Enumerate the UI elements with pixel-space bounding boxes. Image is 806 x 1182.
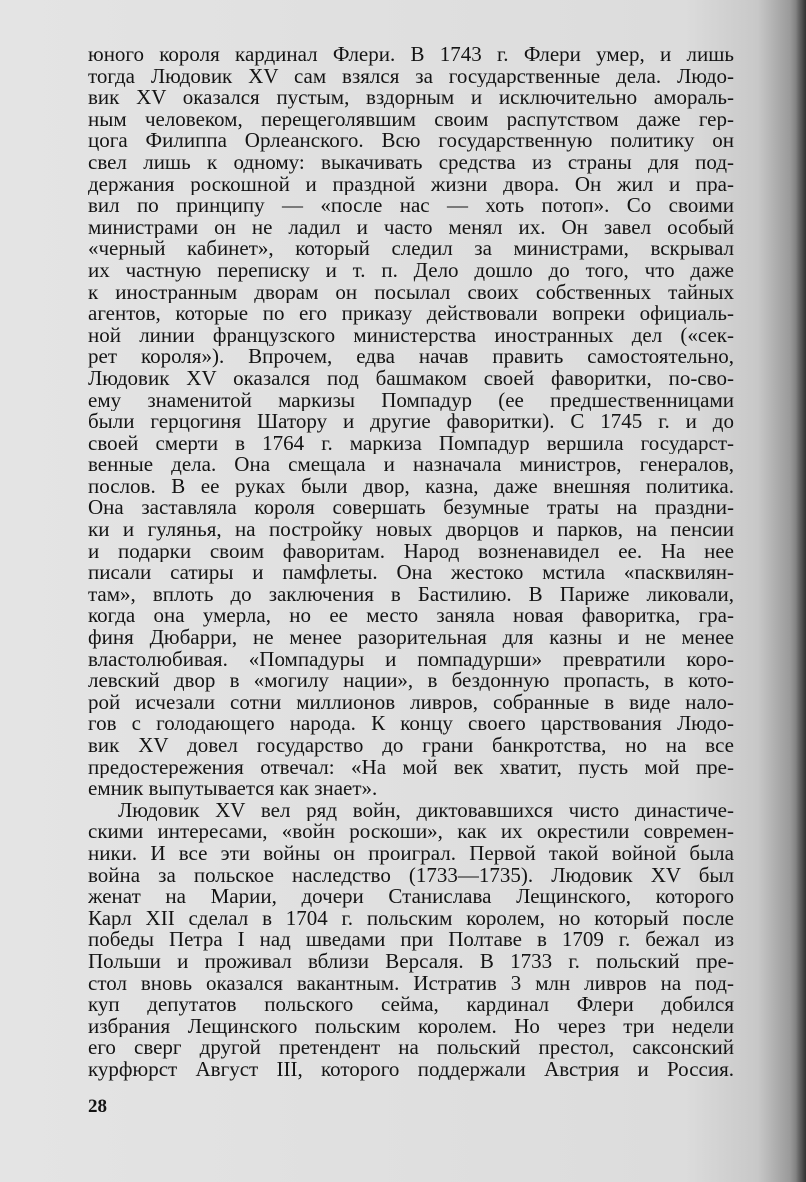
text-line: Польши и проживал вблизи Версаля. В 1733 г. польский пре- (88, 950, 734, 973)
paragraph (88, 800, 734, 1081)
text-line: держания роскошной и праздной жизни двора. Он жил и пра- (88, 173, 734, 196)
text-line: победы Петра I над шведами при Полтаве в 1709 г. бежал из (88, 929, 734, 951)
text-line: вил по принципу — «после нас — хоть потоп». Со своими (88, 195, 734, 217)
text-line: властолюбивая. «Помпадуры и помпадурши» превратили коро- (88, 648, 734, 671)
text-line: курфюрст Август III, которого поддержали Австрия и Россия. (88, 1058, 734, 1081)
text-line: министрами он не ладил и часто менял их. Он завел особый (88, 216, 734, 239)
text-line: послов. В ее руках были двор, казна, даже внешняя политика. (88, 475, 734, 498)
text-line: ной линии французского министерства иностранных дел («сек- (88, 324, 734, 347)
text-line: писали сатиры и памфлеты. Она жестоко мстила «пасквилян- (88, 562, 734, 584)
text-line: рой исчезали сотни миллионов ливров, собранные в виде нало- (88, 691, 734, 714)
body-text (88, 44, 734, 1081)
text-line: ники. И все эти войны он проиграл. Первой такой войной была (88, 842, 734, 865)
text-line: ным человеком, перещеголявшим своим распутством даже гер- (88, 108, 734, 131)
text-line: Людовик XV оказался под башмаком своей фаворитки, по-сво- (88, 367, 734, 390)
text-line: предостережения отвечал: «На мой век хватит, пусть мой пре- (88, 756, 734, 779)
text-line: война за польское наследство (1733—1735). Людовик XV был (88, 864, 734, 887)
text-line: рет короля»). Впрочем, едва начав править самостоятельно, (88, 346, 734, 368)
text-line: и подарки своим фаворитам. Народ возненавидел ее. На нее (88, 540, 734, 563)
text-line: там», вплоть до заключения в Бастилию. В Париже ликовали, (88, 583, 734, 606)
text-line: цога Филиппа Орлеанского. Всю государственную политику он (88, 130, 734, 152)
text-line: гов с голодающего народа. К концу своего царствования Людо- (88, 713, 734, 735)
text-line: тогда Людовик XV сам взялся за государственные дела. Людо- (88, 65, 734, 88)
text-line: ему знаменитой маркизы Помпадур (ее предшественницами (88, 389, 734, 412)
page-number: 28 (88, 1096, 107, 1117)
text-line: левский двор в «могилу нации», в бездонную пропасть, в кото- (88, 670, 734, 692)
text-line: скими интересами, «войн роскоши», как их окрестили современ- (88, 821, 734, 843)
text-line: Людовик XV вел ряд войн, диктовавшихся чисто династиче- (118, 799, 734, 822)
text-line: венные дела. Она смещала и назначала министров, генералов, (88, 454, 734, 476)
text-line: Карл XII сделал в 1704 г. польским королем, но который после (88, 907, 734, 930)
text-line: стол вновь оказался вакантным. Истратив 3 млн ливров на под- (88, 972, 734, 995)
text-line: ки и гулянья, на постройку новых дворцов и парков, на пенсии (88, 519, 734, 541)
text-line: когда она умерла, но ее место заняла новая фаворитка, гра- (88, 605, 734, 628)
text-line: агентов, которые по его приказу действовали вопреки официаль- (88, 303, 734, 325)
paragraph (88, 44, 734, 800)
text-line: свел лишь к одному: выкачивать средства из страны для под- (88, 151, 734, 174)
text-line: куп депутатов польского сейма, кардинал Флери добился (88, 994, 734, 1016)
text-line: своей смерти в 1764 г. маркиза Помпадур вершила государст- (88, 432, 734, 455)
text-line: были герцогиня Шатору и другие фаворитки). С 1745 г. и до (88, 411, 734, 433)
text-line: Она заставляла короля совершать безумные траты на праздни- (88, 497, 734, 520)
text-line: к иностранным дворам он посылал своих собственных тайных (88, 281, 734, 304)
text-line: вик XV оказался пустым, вздорным и исключительно амораль- (88, 87, 734, 109)
text-line: их частную переписку и т. п. Дело дошло до того, что даже (88, 259, 734, 282)
text-line: «черный кабинет», который следил за министрами, вскрывал (88, 238, 734, 260)
text-line: женат на Марии, дочери Станислава Лещинского, которого (88, 886, 734, 908)
text-line: финя Дюбарри, не менее разорительная для казны и не менее (88, 627, 734, 649)
text-line: юного короля кардинал Флери. В 1743 г. Флери умер, и лишь (88, 44, 734, 66)
text-line: вик XV довел государство до грани банкротства, но на все (88, 735, 734, 757)
text-line: его сверг другой претендент на польский престол, саксонский (88, 1037, 734, 1059)
text-line: избрания Лещинского польским королем. Но через три недели (88, 1015, 734, 1038)
text-line: емник выпутывается как знает». (88, 778, 378, 800)
